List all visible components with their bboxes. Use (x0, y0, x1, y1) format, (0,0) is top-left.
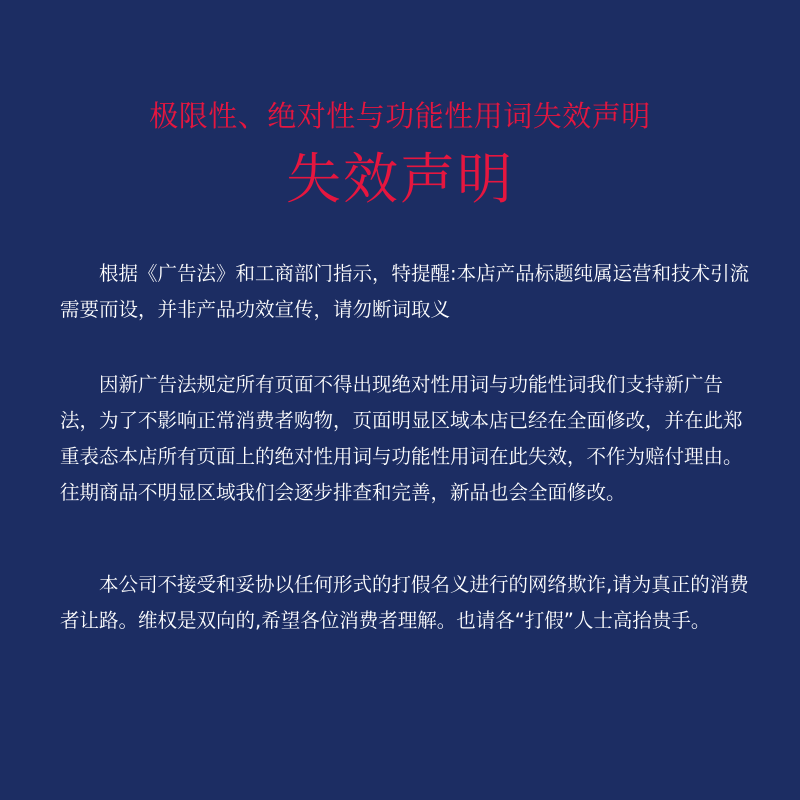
notice-title: 失效声明 (285, 147, 514, 211)
notice-paragraph-anti-fraud: 本公司不接受和妥协以任何形式的打假名义进行的网络欺诈,请为真正的消费者让路。维权是双向的,希望各位消费者理解。也请各“打假”人士高抬贵手。 (60, 573, 749, 632)
notice-paragraph-ad-law: 根据《广告法》和工商部门指示，特提醒:本店产品标题纯属运营和技术引流需要而设，并非产品功效宣传，请勿断词取义 (60, 262, 750, 321)
notice-subtitle: 极限性、绝对性与功能性用词失效声明 (149, 99, 651, 133)
notice-paragraph-word-invalidation: 因新广告法规定所有页面不得出现绝对性用词与功能性词我们支持新广告法，为了不影响正常消费者购物，页面明显区域本店已经在全面修改，并在此郑重表态本店所有页面上的绝对性用词与功能性用词在此失效，不作为赔付理由。往期商品不明显区域我们会逐步排查和完善，新品也会全面修改。 (60, 373, 743, 504)
